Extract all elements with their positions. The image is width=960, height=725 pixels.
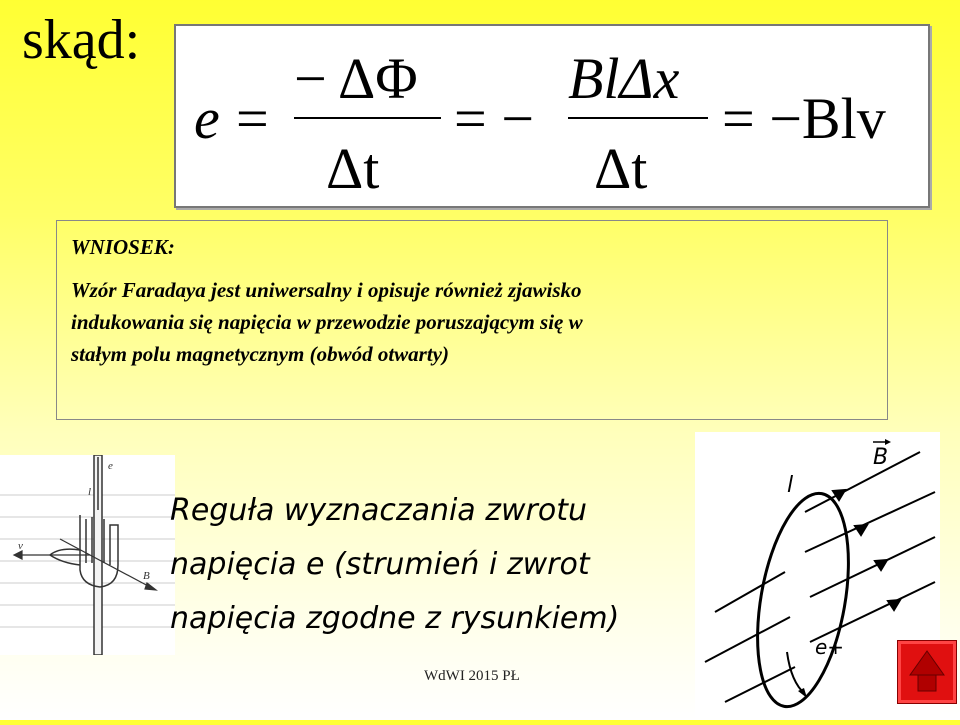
- rule-line-1: Reguła wyznaczania zwrotu: [170, 493, 587, 528]
- formula-lhs: e: [194, 86, 220, 151]
- formula-eq1: =: [236, 86, 269, 151]
- conclusion-box: [56, 220, 888, 420]
- formula-eq3: = −Blv: [722, 86, 886, 151]
- rule-line-3: napięcia zgodne z rysunkiem): [170, 601, 620, 636]
- formula-frac2-numerator: BlΔx: [568, 46, 680, 111]
- rule-text: [170, 484, 710, 646]
- loop-label-e-plus: e+: [815, 635, 845, 659]
- hand-label-v: v: [18, 540, 23, 552]
- hand-label-e: e: [108, 460, 113, 472]
- conclusion-body: [71, 274, 871, 370]
- formula-frac2-denominator: Δt: [594, 136, 648, 201]
- formula-frac1-denominator: Δt: [326, 136, 380, 201]
- conclusion-title: WNIOSEK:: [71, 235, 175, 259]
- home-icon: [898, 641, 956, 703]
- formula-box: [174, 24, 930, 208]
- footer-text: WdWI 2015 PŁ: [424, 668, 520, 684]
- hand-label-l: l: [88, 486, 92, 498]
- right-hand-rule-figure: [0, 455, 175, 655]
- slide-heading: skąd:: [22, 9, 141, 71]
- loop-label-b: B: [873, 445, 889, 470]
- conclusion-line-1: Wzór Faradaya jest uniwersalny i opisuje również zjawisko: [71, 278, 582, 302]
- faraday-formula: [176, 26, 928, 206]
- formula-eq2: = −: [454, 86, 534, 151]
- hand-drawing: [0, 455, 175, 655]
- conclusion-line-2: indukowania się napięcia w przewodzie poruszającym się w: [71, 310, 583, 334]
- rule-line-2: napięcia e (strumień i zwrot: [170, 547, 590, 582]
- home-nav-button[interactable]: [897, 640, 957, 704]
- loop-label-l: l: [787, 473, 794, 498]
- hand-label-b: B: [143, 570, 150, 582]
- conclusion-line-3: stałym polu magnetycznym (obwód otwarty): [71, 342, 449, 366]
- formula-frac1-numerator: − ΔΦ: [294, 46, 418, 111]
